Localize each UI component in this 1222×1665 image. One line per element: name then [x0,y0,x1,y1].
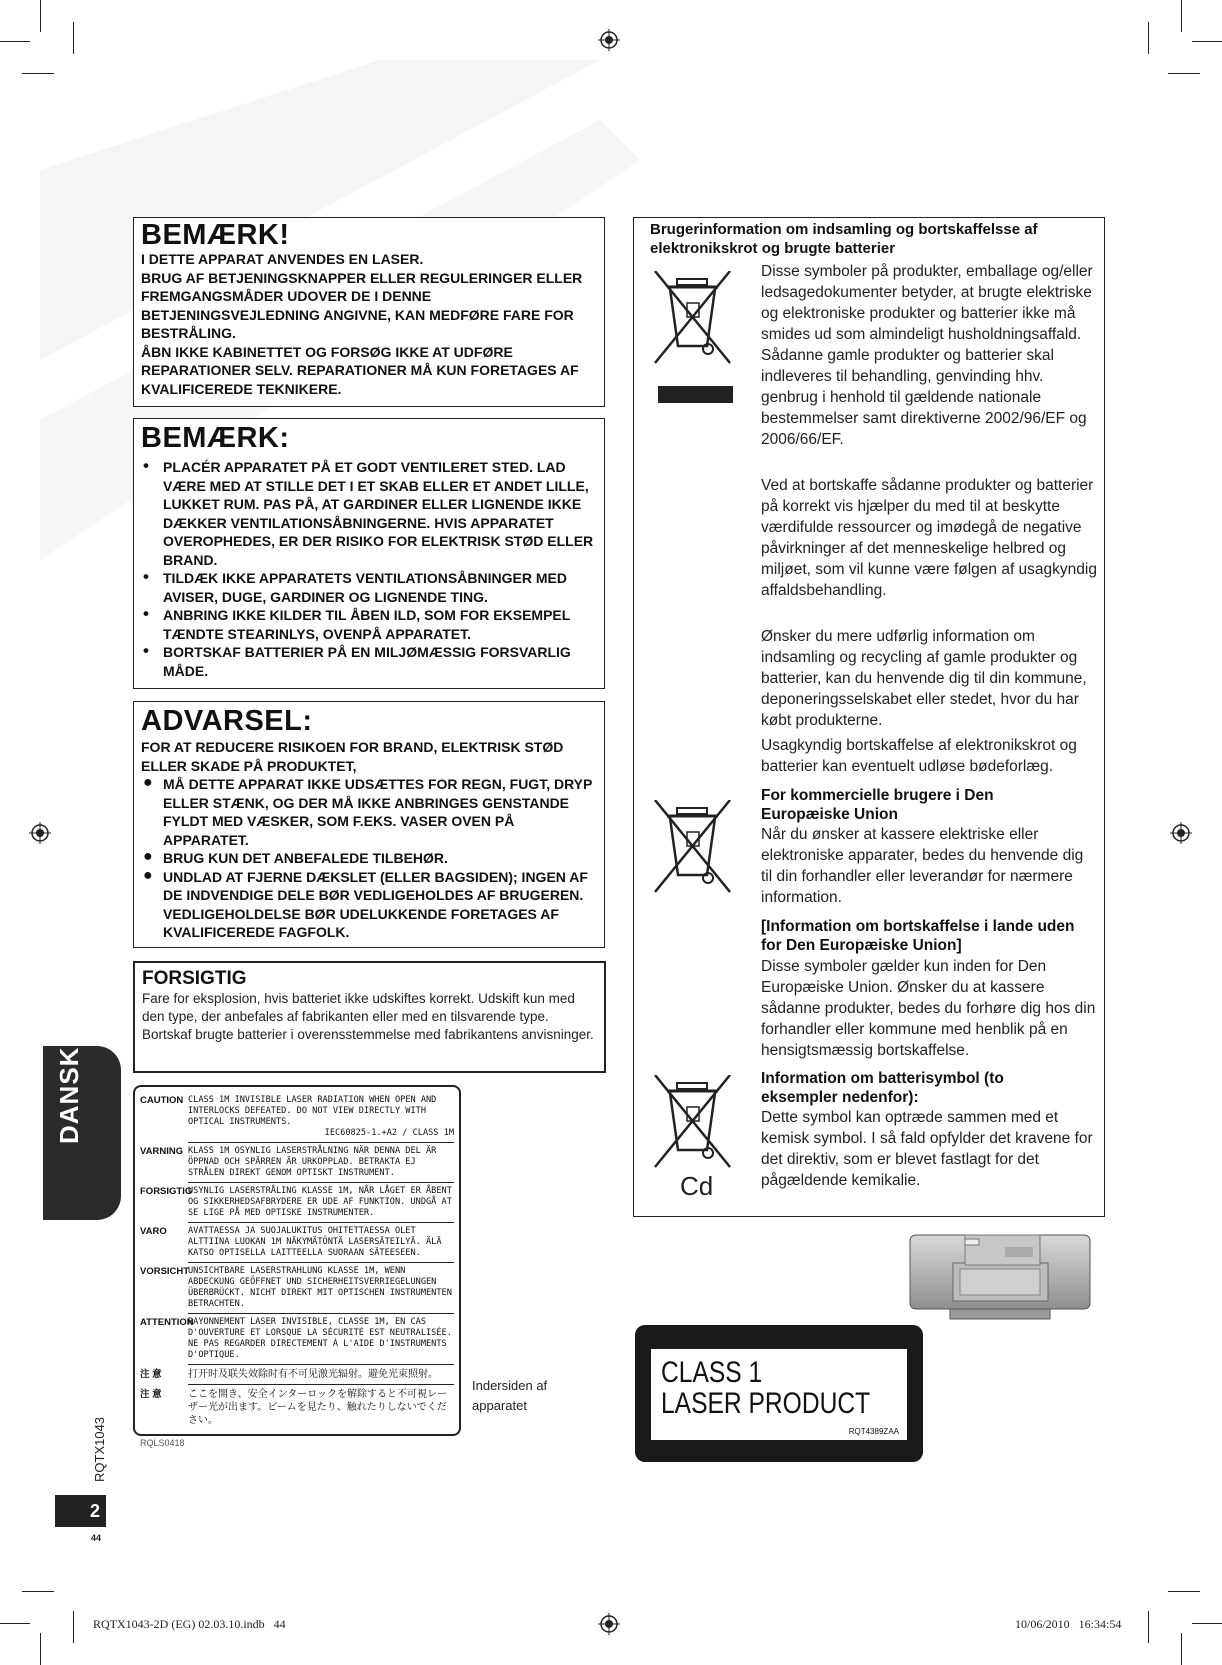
list-item: • ANBRING IKKE KILDER TIL ÅBEN ILD, SOM FOR EKSEMPEL TÆNDTE STEARINLYS, OVENPÅ APPARATET. [143,604,571,642]
footer-timestamp: 10/06/2010 16:34:54 [1015,1617,1122,1631]
bemaerk-line: I DETTE APPARAT ANVENDES EN LASER. [141,251,424,267]
class1-line1: CLASS 1 [661,1356,763,1389]
inside-caption: Indersiden af apparatet [472,1378,548,1413]
forsigtig-text: Fare for eksplosion, hvis batteriet ikke udskiftes korrekt. Udskift kun med den type, der anbefales af fabrikanten eller med en tilsvarende type. Bortskaf brugte batterier i overensstemmelse med fabrikantens anvisninger. [142,991,594,1042]
recycling-paragraph: Usagkyndig bortskaffelse af elektronikskrot og batterier kan eventuelt udløse bødeforlæg. [761,737,1077,775]
label-row-varning: VARNING KLASS 1M OSYNLIG LASERSTRÅLNING NÄR DENNA DEL ÄR ÖPPNAD OCH SPÄRREN ÄR URKOPPLAD. BETRAKTA EJ STRÅLEN DIREKT GENOM OPTISKT INSTRUMENT. [140,1146,454,1183]
label-row-varo: VARO AVATTAESSA JA SUOJALUKITUS OHITETTAESSA OLET ALTTIINA LUOKAN 1M NÄKYMÄTÖNTÄ LASERSÄTEILYÄ. ÄLÄ KATSO OPTISELLA LAITTEELLA SUORAAN SÄTEESEEN. [140,1226,454,1263]
commercial-users-title: For kommercielle brugere i Den Europæiske Union [761,787,994,823]
outside-eu-title: [Information om bortskaffelse i lande uden for Den Europæiske Union] [761,918,1075,954]
advarsel-intro: FOR AT REDUCERE RISIKOEN FOR BRAND, ELEKTRISK STØD ELLER SKADE PÅ PRODUKTET, [141,739,564,774]
commercial-users-text: Når du ønsker at kassere elektriske eller elektroniske apparater, bedes du henvende dig til din forhandler eller leverandør for nærmere information. [761,826,1084,906]
class1-line2: LASER PRODUCT [661,1387,871,1420]
page-number: 2 [55,1495,106,1527]
bemaerk-colon-title: BEMÆRK: [141,422,290,454]
bemaerk-notice-box [133,217,605,407]
battery-symbol-text: Dette symbol kan optræde sammen med et kemisk symbol. I så fald opfylder det kravene for det direktiv, som er blevet fastlagt for det pågældende kemikalie. [761,1109,1093,1189]
bemaerk-line: ÅBN IKKE KABINETTET OG FORSØG IKKE AT UDFØRE REPARATIONER SELV. REPARATIONER MÅ KUN FORETAGES AF KVALIFICEREDE TEKNIKERE. [141,343,579,397]
crossed-bin-icon [650,271,735,406]
registration-mark-icon [598,1613,620,1635]
label-row-caution: CAUTION CLASS 1M INVISIBLE LASER RADIATION WHEN OPEN AND INTERLOCKS DEFEATED. DO NOT VIEW DIRECTLY WITH OPTICAL INSTRUMENTS. IEC60825-1.+A2 / CLASS 1M [140,1095,454,1143]
recycling-title: Brugerinformation om indsamling og bortskaffelsse af elektronikskrot og brugte batterier [650,221,1038,257]
list-item: • BORTSKAF BATTERIER PÅ EN MILJØMÆSSIG FORSVARLIG MÅDE. [143,641,571,679]
cadmium-symbol: Cd [680,1171,714,1201]
small-page-number: 44 [91,1533,102,1543]
forsigtig-caution-box [133,961,606,1073]
recycling-paragraph: Ønsker du mere udførlig information om indsamling og recycling af gamle produkter og batterier, kan du henvende dig til din kommune, deponeringsselskabet eller stedet, hvor du har købt produkterne. [761,628,1087,729]
laser-warning-label [133,1085,461,1436]
recycling-paragraph: Disse symboler på produkter, emballage og/eller ledsagedokumenter betyder, at brugte elektriske og elektroniske produkter og batterier ikke må smides ud som almindeligt husholdningsaffald. Sådanne gamle produkter og batterier skal indleveres til behandling, genvinding hhv. genbrug i henhold til gældende nationale bestemmelser samt direktiverne 2002/96/EF og 2006/66/EF. [761,263,1093,448]
device-rear-illustration [905,1233,1095,1333]
class1-code: RQT4389ZAA [848,1427,899,1436]
label-row-chinese: 注 意 打开时及联失效除时有不可见激光辐射。避免光束照射。 [140,1368,454,1385]
list-item: ● UNDLAD AT FJERNE DÆKSLET (ELLER BAGSIDEN); INGEN AF DE INDVENDIGE DELE BØR VEDLIGEHOLDES AF BRUGEREN. VEDLIGEHOLDELSE BØR UDELUKKENDE FORETAGES AF KVALIFICEREDE FAGFOLK. [143,866,588,940]
advarsel-title: ADVARSEL: [141,705,313,737]
forsigtig-title: FORSIGTIG [142,968,247,989]
battery-symbol-title: Information om batterisymbol (to eksempler nedenfor): [761,1070,1004,1106]
label-code: RQLS0418 [140,1438,185,1448]
list-item: ● BRUG KUN DET ANBEFALEDE TILBEHØR. [143,848,448,866]
recycling-paragraph: Ved at bortskaffe sådanne produkter og batterier på korrekt vis hjælper du med til at beskytte værdifulde ressourcer og imødegå de negative påvirkninger af det menneskelige helbred og miljøet, som vil kunne være følgen af usagkyndig affaldsbehandling. [761,477,1097,599]
registration-mark-icon [1170,822,1192,844]
outside-eu-text: Disse symboler gælder kun inden for Den Europæiske Union. Ønsker du at kassere sådanne produkter, bedes du forhøre dig hos din forhandler eller kommune med henblik på en hensigtsmæssig bortskaffelse. [761,958,1096,1059]
footer-file-info: RQTX1043-2D (EG) 02.03.10.indb 44 [93,1617,286,1631]
document-code: RQTX1043 [92,1416,107,1482]
label-row-forsigtig: FORSIGTIG USYNLIG LASERSTRÅLING KLASSE 1M, NÅR LÅGET ER ÅBENT OG SIKKERHEDSAFBRYDERE ER UDE AF FUNKTION. UNDGÅ AT SE LIGE PÅ MED OPTISKE INSTRUMENTER. [140,1186,454,1223]
battery-bin-icon [650,1075,735,1170]
language-tab-label: DANSK [54,1046,84,1144]
list-item: ● MÅ DETTE APPARAT IKKE UDSÆTTES FOR REGN, FUGT, DRYP ELLER STÆNK, OG DER MÅ IKKE ANBRINGES GENSTANDE FYLDT MED VÆSKER, SOM F.EKS. VASER OVEN PÅ APPARATET. [143,774,593,848]
label-row-vorsicht: VORSICHT UNSICHTBARE LASERSTRAHLUNG KLASSE 1M, WENN ABDECKUNG GEÖFFNET UND SICHERHEITSVERRIEGELUNGEN ÜBERBRÜCKT. NICHT DIREKT MIT OPTISCHEN INSTRUMENTEN BETRACHTEN. [140,1266,454,1314]
bemaerk-ventilation-box [133,418,605,689]
registration-mark-icon [598,29,620,51]
label-row-attention: ATTENTION RAYONNEMENT LASER INVISIBLE, CLASSE 1M, EN CAS D'OUVERTURE ET LORSQUE LA SÉCURITÉ EST NEUTRALISÉE. NE PAS REGARDER DIRECTEMENT À L'AIDE D'INSTRUMENTS D'OPTIQUE. [140,1317,454,1365]
crossed-bin-icon [650,800,735,895]
bemaerk-line: BRUG AF BETJENINGSKNAPPER ELLER REGULERINGER ELLER FREMGANGSMÅDER UDOVER DE I DENNE BETJENINGSVEJLEDNING ANGIVNE, KAN MEDFØRE FARE FOR BESTRÅLING. [141,269,583,341]
list-item: • PLACÉR APPARATET PÅ ET GODT VENTILERET STED. LAD VÆRE MED AT STILLE DET I ET SKAB ELLER ET ANDET LILLE, LUKKET RUM. PAS PÅ, AT GARDINER ELLER LIGNENDE IKKE DÆKKER VENTILATIONSÅBNINGERNE. HVIS APPARATET OVEROPHEDES, ER DER RISIKO FOR ELEKTRISK STØD ELLER BRAND. [143,456,594,568]
list-item: • TILDÆK IKKE APPARATETS VENTILATIONSÅBNINGER MED AVISER, DUGE, GARDINER OG LIGNENDE TING. [143,567,567,605]
registration-mark-icon [29,822,51,844]
class1-label-inner [651,1349,907,1440]
label-row-japanese: 注 意 ここを開き、安全インターロックを解除すると不可視レーザー光が出ます。ビームを見たり、触れたりしないでください。 [140,1389,447,1426]
advarsel-warning-box [133,701,605,948]
bemaerk-title: BEMÆRK! [141,219,290,251]
